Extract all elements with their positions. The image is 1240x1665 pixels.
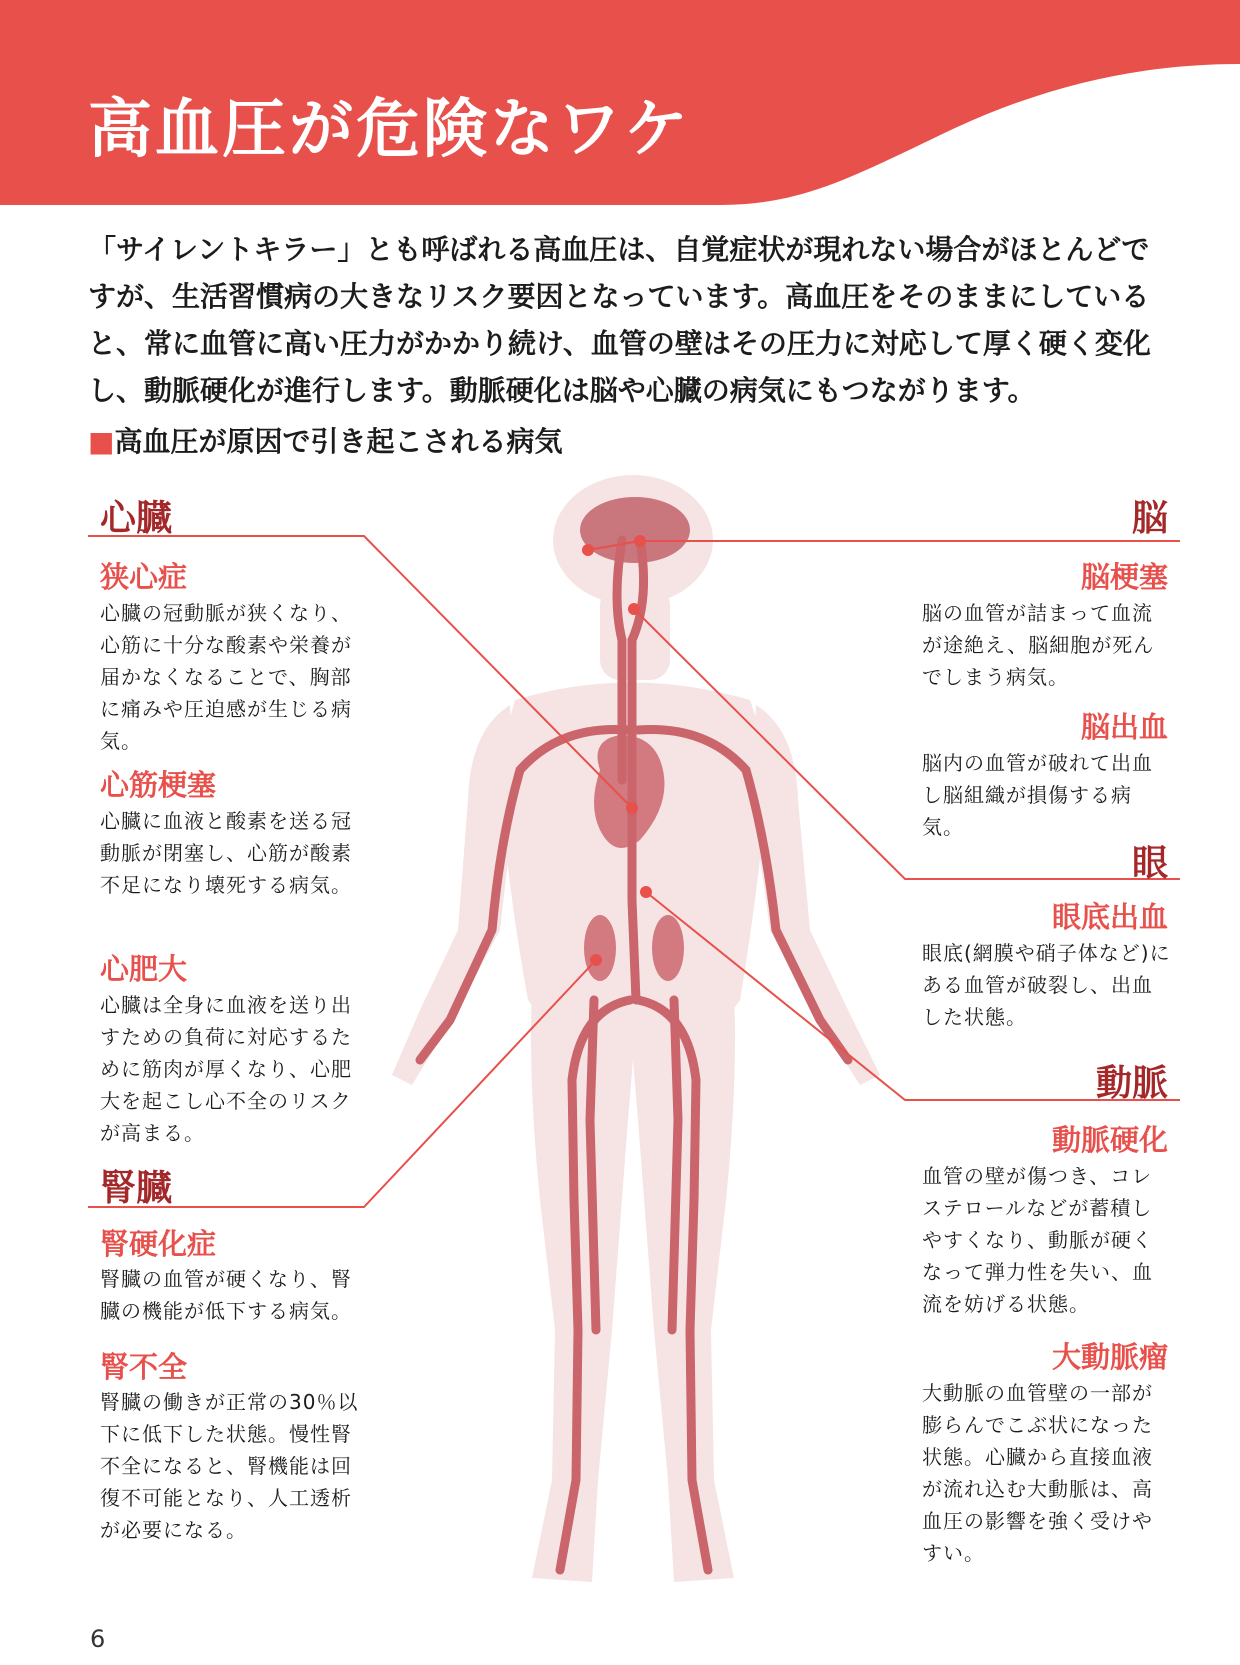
nephrosclerosis-title: 腎硬化症 [100,1227,217,1261]
right-kidney-shape [652,915,684,981]
arteriosclerosis-description: 血管の壁が傷つき、コレステロールなどが蓄積しやすくなり、動脈が硬くなって弾力性を失い、血流を妨げる状態。 [922,1164,1153,1316]
renal-failure-description: 腎臓の働きが正常の30％以下に低下した状態。慢性腎不全になると、腎機能は回復不可能となり、人工透析が必要になる。 [100,1390,359,1542]
kidney-title: 腎臓 [100,1168,173,1209]
eye-dot [628,603,640,615]
page-title: 高血圧が危険なワケ [88,93,691,167]
cerebral-infarction-description: 脳の血管が詰まって血流が途絶え、脳細胞が死んでしまう病気。 [922,601,1155,689]
left-kidney-shape [584,915,616,981]
angina-description: 心臓の冠動脈が狭くなり、心筋に十分な酸素や栄養が届かなくなることで、胸部に痛みや圧迫感が生じる病気。 [100,601,352,753]
heart-dot [626,802,638,814]
angina-title: 狭心症 [100,560,188,594]
brain-title: 脳 [1131,498,1168,539]
kidney-dot [590,954,602,966]
fundus-hemorrhage-title: 眼底出血 [1051,900,1168,934]
heart-title: 心臓 [100,498,173,539]
renal-failure-title: 腎不全 [100,1350,188,1384]
fundus-hemorrhage-description: 眼底(網膜や硝子体など)にある血管が破裂し、出血した状態。 [922,941,1171,1029]
section-heading-text: 高血圧が原因で引き起こされる病気 [114,425,563,458]
myocardial-infarction-description: 心臓に血液と酸素を送る冠動脈が閉塞し、心筋が酸素不足になり壊死する病気。 [100,809,352,897]
page-number: 6 [90,1625,106,1653]
cerebral-infarction-title: 脳梗塞 [1080,560,1168,594]
artery-title: 動脈 [1095,1063,1168,1104]
nephrosclerosis-description: 腎臓の血管が硬くなり、腎臓の機能が低下する病気。 [100,1267,352,1323]
brain-shape [580,497,690,563]
eye-title: 眼 [1131,843,1168,884]
brain-outer-dot [582,544,594,556]
aortic-aneurysm-description: 大動脈の血管壁の一部が膨らんでこぶ状になった状態。心臓から直接血液が流れ込む大動脈は、高血圧の影響を強く受けやすい。 [922,1381,1153,1565]
cerebral-hemorrhage-description: 脳内の血管が破れて出血し脳組織が損傷する病気。 [922,751,1153,839]
cardiac-hypertrophy-title: 心肥大 [100,952,188,986]
cardiac-hypertrophy-description: 心臓は全身に血液を送り出すための負荷に対応するために筋肉が厚くなり、心肥大を起こし心不全のリスクが高まる。 [100,993,352,1145]
square-bullet-icon: ■ [88,425,115,458]
artery-dot [640,886,652,898]
arteriosclerosis-title: 動脈硬化 [1051,1123,1168,1157]
cerebral-hemorrhage-title: 脳出血 [1080,710,1168,744]
brain-dot [634,535,646,547]
aortic-aneurysm-title: 大動脈瘤 [1051,1340,1168,1374]
intro-paragraph: 「サイレントキラー」とも呼ばれる高血圧は、自覚症状が現れない場合がほとんどですが、生活習慣病の大きなリスク要因となっています。高血圧をそのままにしていると、常に血管に高い圧力がかかり続け、血管の壁はその圧力に対応して厚く硬く変化し、動脈硬化が進行します。動脈硬化は脳や心臓の病気にもつながります。 [88,233,1151,407]
myocardial-infarction-title: 心筋梗塞 [100,768,217,802]
